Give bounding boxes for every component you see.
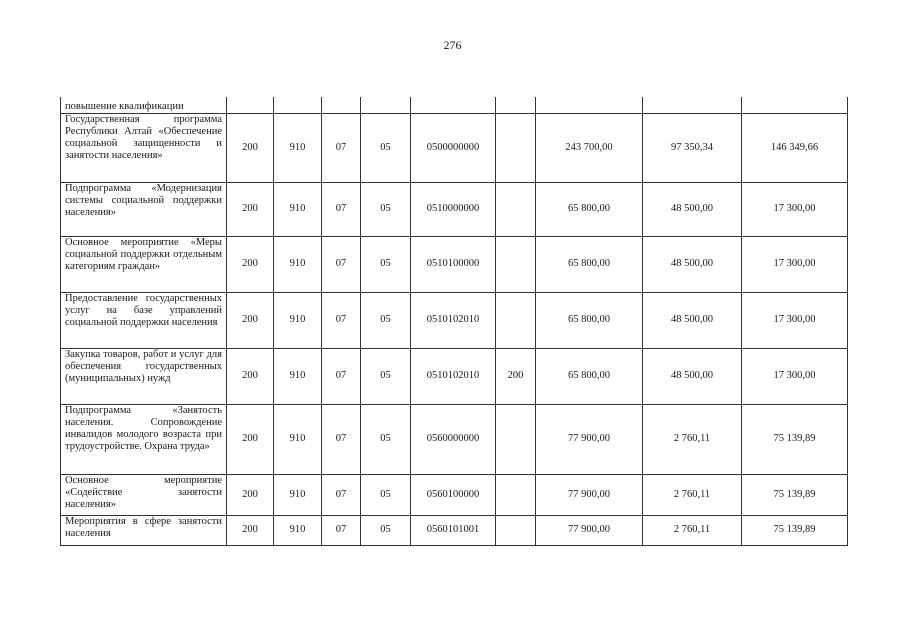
table-row xyxy=(61,348,848,404)
ministry-code-cell: 910 xyxy=(274,292,322,348)
admin-code-cell: 200 xyxy=(227,113,274,182)
target-code-cell: 0510000000 xyxy=(411,182,496,236)
regional-amount-cell: 17 300,00 xyxy=(742,348,848,404)
row-name-cell: Подпрограмма «Модернизация системы социальной поддержки населения» xyxy=(61,182,227,236)
regional-amount-cell: 17 300,00 xyxy=(742,236,848,292)
total-amount-cell: 65 800,00 xyxy=(536,292,643,348)
ministry-code-cell: 910 xyxy=(274,113,322,182)
subsection-code-cell: 05 xyxy=(361,236,411,292)
row-name-cell: Государственная программа Республики Алтай «Обеспечение социальной защищенности и занятости населения» xyxy=(61,113,227,182)
federal-amount-cell: 48 500,00 xyxy=(643,182,742,236)
expense-type-code-cell: 200 xyxy=(496,348,536,404)
total-amount-cell: 77 900,00 xyxy=(536,515,643,545)
regional-amount-cell: 75 139,89 xyxy=(742,515,848,545)
page-number: 276 xyxy=(443,38,462,52)
target-code-cell: 0510102010 xyxy=(411,348,496,404)
federal-amount-cell: 48 500,00 xyxy=(643,292,742,348)
admin-code-cell: 200 xyxy=(227,236,274,292)
budget-table xyxy=(60,97,848,546)
subsection-code-cell xyxy=(361,97,411,113)
section-code-cell: 07 xyxy=(322,515,361,545)
section-code-cell: 07 xyxy=(322,474,361,515)
row-name-cell: повышение квалификации xyxy=(61,97,227,113)
expense-type-code-cell xyxy=(496,515,536,545)
row-name-cell: Закупка товаров, работ и услуг для обеспечения государственных (муниципальных) нужд xyxy=(61,348,227,404)
ministry-code-cell: 910 xyxy=(274,348,322,404)
table-row xyxy=(61,292,848,348)
target-code-cell: 0510100000 xyxy=(411,236,496,292)
ministry-code-cell: 910 xyxy=(274,474,322,515)
target-code-cell xyxy=(411,97,496,113)
admin-code-cell: 200 xyxy=(227,348,274,404)
admin-code-cell: 200 xyxy=(227,474,274,515)
federal-amount-cell: 97 350,34 xyxy=(643,113,742,182)
section-code-cell: 07 xyxy=(322,292,361,348)
table-row xyxy=(61,236,848,292)
regional-amount-cell: 146 349,66 xyxy=(742,113,848,182)
admin-code-cell: 200 xyxy=(227,182,274,236)
admin-code-cell xyxy=(227,97,274,113)
regional-amount-cell xyxy=(742,97,848,113)
federal-amount-cell xyxy=(643,97,742,113)
ministry-code-cell: 910 xyxy=(274,236,322,292)
row-name-cell: Предоставление государственных услуг на базе управлений социальной поддержки населения xyxy=(61,292,227,348)
row-name-cell: Подпрограмма «Занятость населения. Сопровождение инвалидов молодого возраста при трудоустройстве. Охрана труда» xyxy=(61,404,227,474)
section-code-cell: 07 xyxy=(322,404,361,474)
expense-type-code-cell xyxy=(496,474,536,515)
section-code-cell: 07 xyxy=(322,113,361,182)
subsection-code-cell: 05 xyxy=(361,292,411,348)
target-code-cell: 0510102010 xyxy=(411,292,496,348)
subsection-code-cell: 05 xyxy=(361,474,411,515)
total-amount-cell: 77 900,00 xyxy=(536,404,643,474)
admin-code-cell: 200 xyxy=(227,404,274,474)
total-amount-cell: 65 800,00 xyxy=(536,236,643,292)
table-row xyxy=(61,113,848,182)
total-amount-cell: 65 800,00 xyxy=(536,182,643,236)
table-row xyxy=(61,97,848,113)
total-amount-cell: 243 700,00 xyxy=(536,113,643,182)
table-row xyxy=(61,474,848,515)
admin-code-cell: 200 xyxy=(227,292,274,348)
regional-amount-cell: 17 300,00 xyxy=(742,292,848,348)
expense-type-code-cell xyxy=(496,182,536,236)
subsection-code-cell: 05 xyxy=(361,348,411,404)
federal-amount-cell: 2 760,11 xyxy=(643,404,742,474)
row-name-cell: Мероприятия в сфере занятости населения xyxy=(61,515,227,545)
admin-code-cell: 200 xyxy=(227,515,274,545)
ministry-code-cell xyxy=(274,97,322,113)
target-code-cell: 0560101001 xyxy=(411,515,496,545)
table-row xyxy=(61,182,848,236)
subsection-code-cell: 05 xyxy=(361,113,411,182)
federal-amount-cell: 48 500,00 xyxy=(643,348,742,404)
section-code-cell: 07 xyxy=(322,348,361,404)
table-row xyxy=(61,404,848,474)
table-row xyxy=(61,515,848,545)
ministry-code-cell: 910 xyxy=(274,404,322,474)
ministry-code-cell: 910 xyxy=(274,515,322,545)
total-amount-cell: 77 900,00 xyxy=(536,474,643,515)
expense-type-code-cell xyxy=(496,113,536,182)
subsection-code-cell: 05 xyxy=(361,182,411,236)
expense-type-code-cell xyxy=(496,292,536,348)
total-amount-cell xyxy=(536,97,643,113)
section-code-cell xyxy=(322,97,361,113)
regional-amount-cell: 17 300,00 xyxy=(742,182,848,236)
regional-amount-cell: 75 139,89 xyxy=(742,474,848,515)
regional-amount-cell: 75 139,89 xyxy=(742,404,848,474)
federal-amount-cell: 2 760,11 xyxy=(643,515,742,545)
total-amount-cell: 65 800,00 xyxy=(536,348,643,404)
expense-type-code-cell xyxy=(496,97,536,113)
federal-amount-cell: 48 500,00 xyxy=(643,236,742,292)
ministry-code-cell: 910 xyxy=(274,182,322,236)
subsection-code-cell: 05 xyxy=(361,404,411,474)
federal-amount-cell: 2 760,11 xyxy=(643,474,742,515)
expense-type-code-cell xyxy=(496,236,536,292)
row-name-cell: Основное мероприятие «Меры социальной поддержки отдельным категориям граждан» xyxy=(61,236,227,292)
row-name-cell: Основное мероприятие «Содействие занятости населения» xyxy=(61,474,227,515)
section-code-cell: 07 xyxy=(322,182,361,236)
table-body xyxy=(61,97,848,545)
section-code-cell: 07 xyxy=(322,236,361,292)
subsection-code-cell: 05 xyxy=(361,515,411,545)
expense-type-code-cell xyxy=(496,404,536,474)
target-code-cell: 0500000000 xyxy=(411,113,496,182)
target-code-cell: 0560100000 xyxy=(411,474,496,515)
target-code-cell: 0560000000 xyxy=(411,404,496,474)
